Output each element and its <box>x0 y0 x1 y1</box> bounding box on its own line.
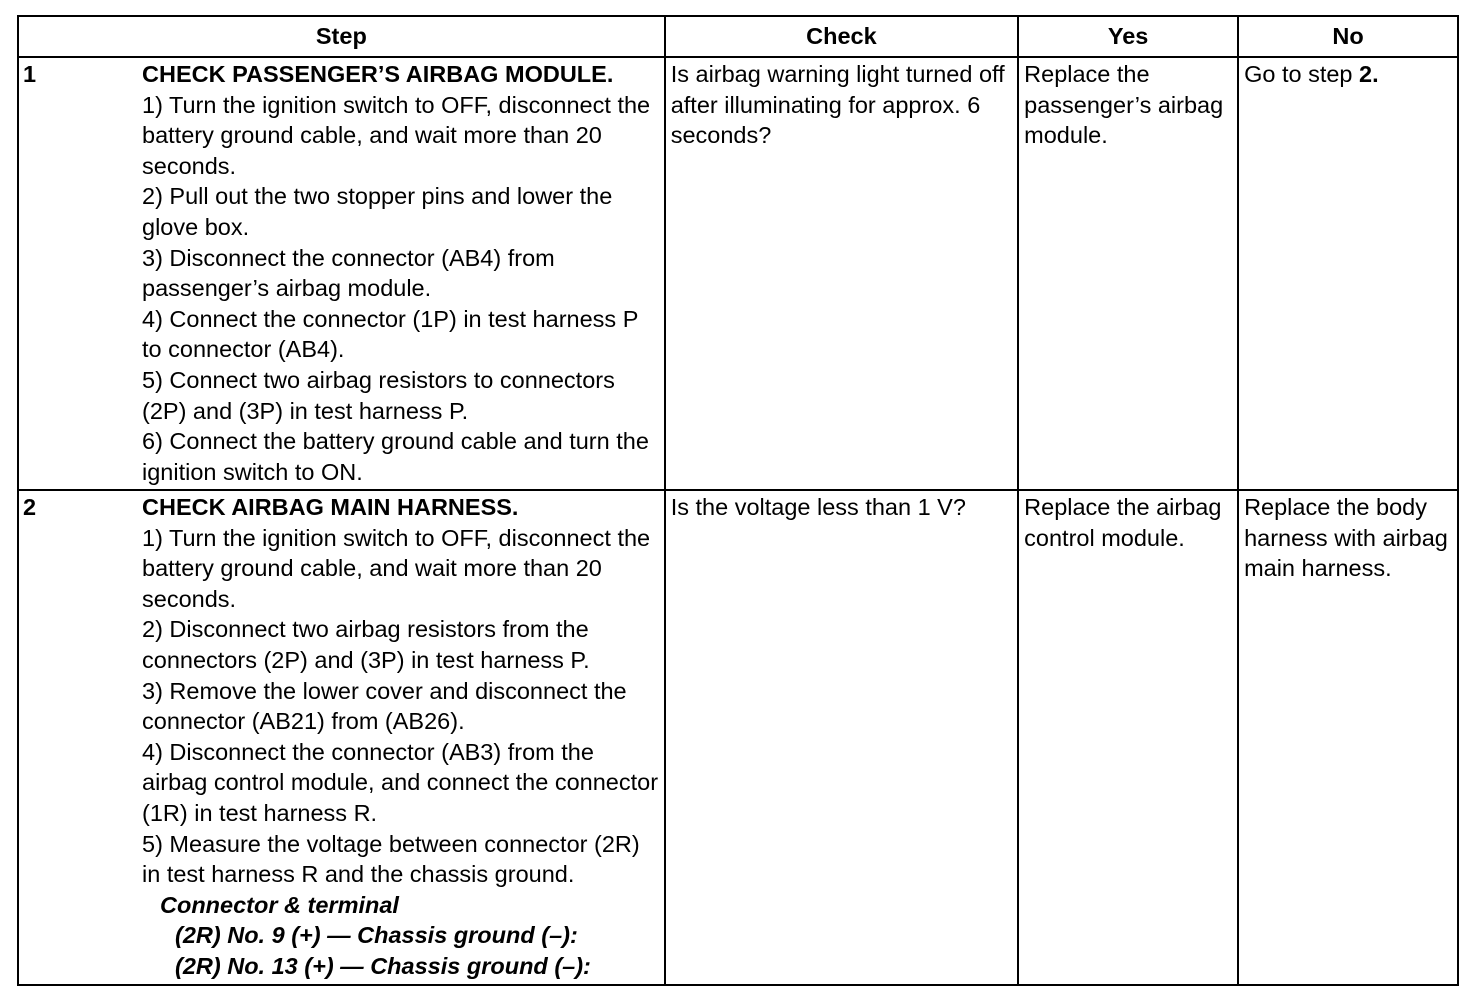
no-text: Replace the body harness with airbag main harness. <box>1244 494 1448 582</box>
no-step-ref: 2. <box>1359 61 1379 87</box>
yes-cell <box>1018 57 1238 490</box>
check-cell <box>665 490 1018 985</box>
spec-line: (2R) No. 13 (+) — Chassis ground (–): <box>175 952 591 979</box>
substep: 6) Connect the battery ground cable and turn the ignition switch to ON. <box>142 428 649 485</box>
substep: 3) Disconnect the connector (AB4) from passenger’s airbag module. <box>142 244 555 302</box>
yes-cell <box>1018 490 1238 985</box>
header-no: No <box>1238 16 1458 57</box>
substep: 4) Connect the connector (1P) in test harness P to connector (AB4). <box>142 305 638 363</box>
table-row <box>18 490 1458 985</box>
no-text <box>1239 58 1457 92</box>
substep: 1) Turn the ignition switch to OFF, disconnect the battery ground cable, and wait more than 20 seconds. <box>142 524 651 612</box>
step-title: CHECK AIRBAG MAIN HARNESS. <box>142 494 519 520</box>
substep: 4) Disconnect the connector (AB3) from the airbag control module, and connect the connector (1R) in test harness R. <box>142 738 659 826</box>
step-cell <box>18 490 665 985</box>
table-row <box>18 57 1458 490</box>
substep: 5) Measure the voltage between connector (2R) in test harness R and the chassis ground. <box>142 830 640 888</box>
substep: 2) Disconnect two airbag resistors from the connectors (2P) and (3P) in test harness P. <box>142 616 590 673</box>
yes-text: Replace the airbag control module. <box>1024 494 1222 551</box>
no-cell <box>1238 57 1458 490</box>
header-step: Step <box>18 16 665 57</box>
diagnostic-table <box>17 15 1459 986</box>
step-title: CHECK PASSENGER’S AIRBAG MODULE. <box>142 61 614 87</box>
spec-line: (2R) No. 9 (+) — Chassis ground (–): <box>175 922 578 949</box>
header-yes: Yes <box>1018 16 1238 57</box>
step-cell <box>18 57 665 490</box>
header-row <box>18 16 1458 57</box>
substep: 2) Pull out the two stopper pins and lower the glove box. <box>142 183 613 240</box>
check-cell <box>665 57 1018 490</box>
substep: 3) Remove the lower cover and disconnect the connector (AB21) from (AB26). <box>142 677 627 735</box>
header-check: Check <box>665 16 1018 57</box>
yes-text: Replace the passenger’s airbag module. <box>1024 61 1224 149</box>
substep: 1) Turn the ignition switch to OFF, disconnect the battery ground cable, and wait more than 20 seconds. <box>142 91 651 179</box>
check-text: Is the voltage less than 1 V? <box>670 494 966 520</box>
step-number: 2 <box>23 494 37 520</box>
substep: 5) Connect two airbag resistors to connectors (2P) and (3P) in test harness P. <box>142 366 615 424</box>
spec-heading: Connector & terminal <box>160 891 399 918</box>
no-cell <box>1238 490 1458 985</box>
check-text: Is airbag warning light turned off after illuminating for approx. 6 seconds? <box>670 61 1005 149</box>
step-number: 1 <box>23 61 37 87</box>
no-prefix: Go to step <box>1244 61 1360 87</box>
